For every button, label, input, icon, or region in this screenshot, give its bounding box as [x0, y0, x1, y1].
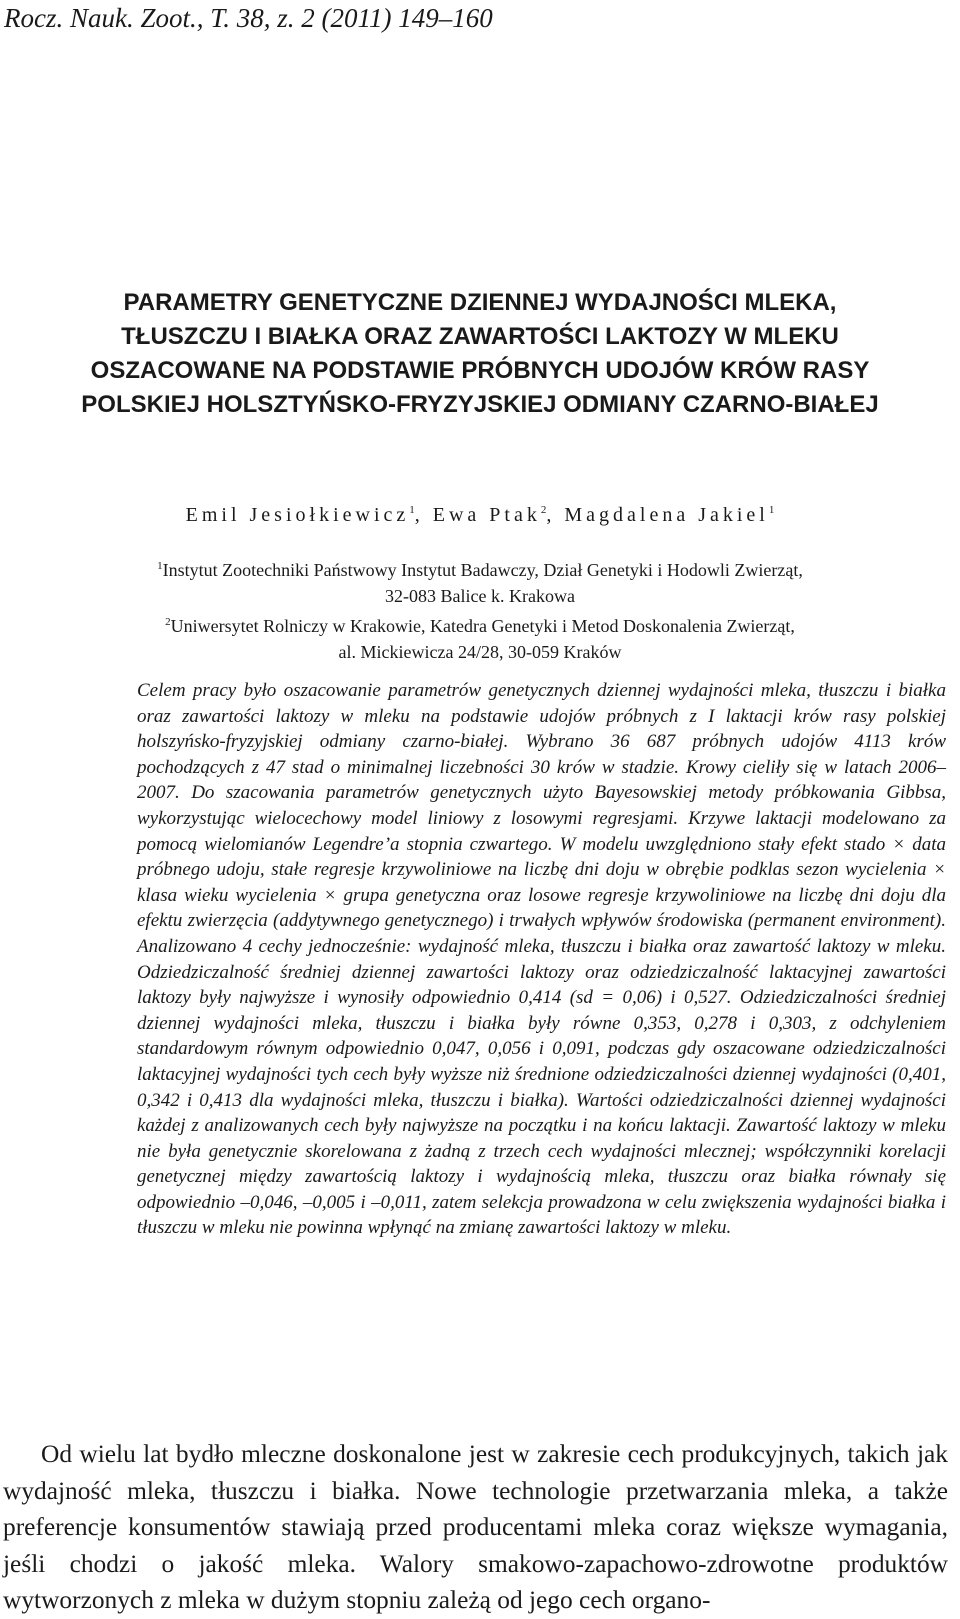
author-list — [0, 497, 960, 528]
affiliation-line — [40, 553, 920, 583]
affiliation-mark: 2 — [165, 616, 171, 628]
author-name: Ewa Ptak — [432, 504, 541, 526]
body-paragraph: Od wielu lat bydło mleczne doskonalone jest w zakresie cech produkcyjnych, takich jak wydajność mleka, tłuszczu i białka. Nowe technologie przetwarzania mleka, a także preferencje konsumentów stawiają przed producentami mleka coraz większe wymagania, jeśli chodzi o jakość mleka. Walory smakowo-zapachowo-zdrowotne produktów wytworzonych z mleka w dużym stopniu zależą od jego cech organo- — [3, 1440, 948, 1614]
title-line: TŁUSZCZU I BIAŁKA ORAZ ZAWARTOŚCI LAKTOZY W MLEKU — [121, 323, 839, 350]
article-title — [22, 286, 938, 422]
author-name: Emil Jesiołkiewicz — [185, 504, 410, 526]
affiliation-line — [40, 609, 920, 639]
title-line: POLSKIEJ HOLSZTYŃSKO-FRYZYJSKIEJ ODMIANY CZARNO-BIAŁEJ — [81, 391, 879, 418]
affiliation-mark: 1 — [409, 504, 415, 516]
title-line: PARAMETRY GENETYCZNE DZIENNEJ WYDAJNOŚCI MLEKA, — [123, 289, 837, 316]
author-separator: , — [546, 504, 565, 526]
affiliation-mark: 2 — [540, 504, 547, 516]
affiliation-line: al. Mickiewicza 24/28, 30-059 Kraków — [338, 642, 622, 662]
affiliation-mark: 1 — [157, 560, 163, 572]
affiliations — [40, 553, 920, 665]
affiliation-line: 32-083 Balice k. Krakowa — [385, 586, 575, 606]
affiliation-text: Uniwersytet Rolniczy w Krakowie, Katedra Genetyki i Metod Doskonalenia Zwierząt, — [170, 616, 795, 636]
title-line: OSZACOWANE NA PODSTAWIE PRÓBNYCH UDOJÓW KRÓW RASY — [90, 357, 870, 384]
abstract: Celem pracy było oszacowanie parametrów genetycznych dziennej wydajności mleka, tłuszczu i białka oraz zawartości laktozy w mleku na podstawie udojów próbnych z I laktacji krów rasy polskiej holszyńsko-fryzyjskiej odmiany czarno-białej. Wybrano 36 687 próbnych udojów 4113 krów pochodzących z 47 stad o minimalnej liczebności 30 krów w stadzie. Krowy cieliły się w latach 2006–2007. Do szacowania parametrów genetycznych użyto Bayesowskiej metody próbkowania Gibbsa, wykorzystując wielocechowy model liniowy z losowymi regresjami. Krzywe laktacji modelowano za pomocą wielomianów Legendre’a stopnia czwartego. W modelu uwzględniono stały efekt stado × data próbnego udoju, stałe regresje krzywoliniowe na liczbę dni doju w obrębie podklas sezon wycielenia × klasa wieku wycielenia × grupa genetyczna oraz losowe regresje krzywoliniowe na liczbę dni doju dla efektu zwierzęcia (addytywnego genetycznego) i trwałych wpływów środowiska (permanent environment). Analizowano 4 cechy jednocześnie: wydajność mleka, tłuszczu i białka oraz zawartość laktozy w mleku. Odziedziczalność średniej dziennej zawartości laktozy oraz odziedziczalność laktacyjnej zawartości laktozy były najwyższe i wynosiły odpowiednio 0,414 (sd = 0,06) i 0,527. Odziedziczalności średniej dziennej wydajności mleka, tłuszczu i białka były równe 0,353, 0,278 i 0,303, z odchyleniem standardowym równym odpowiednio 0,047, 0,056 i 0,091, podczas gdy oszacowane odziedziczalności laktacyjnej wydajności tych cech były wyższe niż średnione odziedziczalności dziennej wydajności (0,401, 0,342 i 0,413 dla wydajności mleka, tłuszczu i białka). Wartości odziedziczalności dziennej wydajności każdej z analizowanych cech były najwyższe na początku i na końcu laktacji. Zawartość laktozy w mleku nie była genetycznie skorelowana z żadną z trzech cech wydajności mlecznej; współczynniki korelacji genetycznej między zawartością laktozy i wydajnością mleka, tłuszczu oraz białka równały się odpowiednio –0,046, –0,005 i –0,011, zatem selekcja prowadzona w celu zwiększenia wydajności białka i tłuszczu w mleku nie powinna wpłynąć na zmianę zawartości laktozy w mleku. — [137, 680, 946, 1239]
author-name: Magdalena Jakiel — [564, 504, 769, 526]
affiliation-mark: 1 — [768, 504, 775, 516]
author-separator: , — [414, 504, 433, 526]
running-head: Rocz. Nauk. Zoot., T. 38, z. 2 (2011) 149–160 — [4, 3, 493, 33]
affiliation-text: Instytut Zootechniki Państwowy Instytut Badawczy, Dział Genetyki i Hodowli Zwierząt, — [162, 560, 803, 580]
